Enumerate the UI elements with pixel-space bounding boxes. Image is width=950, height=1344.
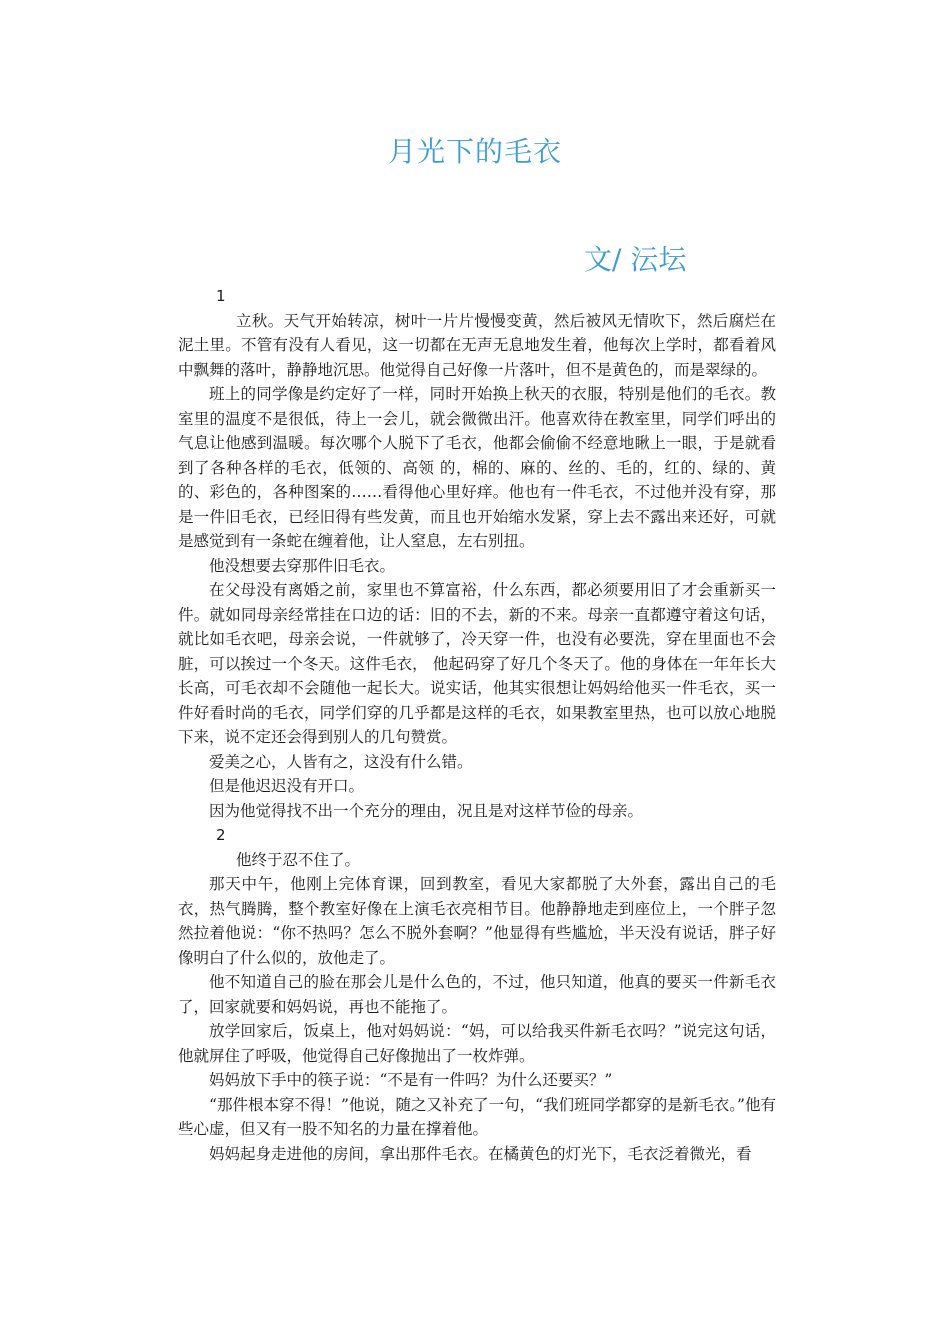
section-number: 1 bbox=[216, 287, 226, 305]
paragraph: 他不知道自己的脸在那会儿是什么色的，不过，他只知道，他真的要买一件新毛衣了，回家就要和妈妈说，再也不能拖了。 bbox=[178, 973, 776, 1016]
paragraph: 放学回家后，饭桌上，他对妈妈说：“妈，可以给我买件新毛衣吗？”说完这句话，他就屏住了呼吸，他觉得自己好像抛出了一枚炸弹。 bbox=[178, 1022, 776, 1065]
paragraph: 但是他迟迟没有开口。 bbox=[209, 777, 365, 795]
paragraph: 他没想要去穿那件旧毛衣。 bbox=[209, 556, 396, 575]
document-title: 月光下的毛衣 bbox=[387, 135, 562, 168]
paragraph: 妈妈起身走进他的房间，拿出那件毛衣。在橘黄色的灯光下，毛衣泛着微光，看 bbox=[209, 1144, 752, 1163]
paragraph: 立秋。天气开始转凉，树叶一片片慢慢变黄，然后被风无情吹下，然后腐烂在泥土里。不管有没有人看见，这一切都在无声无息地发生着，他每次上学时，都看着风中飘舞的落叶，静静地沉思。他觉得自己好像一片落叶，但不是黄色的，而是翠绿的。 bbox=[178, 311, 776, 379]
paragraph: 在父母没有离婚之前，家里也不算富裕，什么东西，都必须要用旧了才会重新买一件。就如同母亲经常挂在口边的话：旧的不去，新的不来。母亲一直都遵守着这句话，就比如毛衣吧，母亲会说，一件就够了，冷天穿一件，也没有必要洗，穿在里面也不会脏，可以挨过一个冬天。这件毛衣， 他起码穿了好几个冬天了。他的身体在一年年长大长高，可毛衣却不会随他一起长大。说实话，他其实很想让妈妈给他买一件毛衣，买一件好看时尚的毛衣，同学们穿的几乎都是这样的毛衣，如果教室里热，也可以放心地脱下来，说不定还会得到别人的几句赞赏。 bbox=[178, 581, 776, 746]
paragraph: 因为他觉得找不出一个充分的理由，况且是对这样节俭的母亲。 bbox=[209, 801, 644, 820]
document-body bbox=[178, 284, 776, 1166]
paragraph: “那件根本穿不得！”他说，随之又补充了一句，“我们班同学都穿的是新毛衣。”他有些心虚，但又有一股不知名的力量在撑着他。 bbox=[178, 1095, 776, 1138]
paragraph: 妈妈放下手中的筷子说：“不是有一件吗？为什么还要买？” bbox=[209, 1071, 613, 1089]
paragraph: 他终于忍不住了。 bbox=[236, 850, 361, 869]
paragraph: 班上的同学像是约定好了一样，同时开始换上秋天的衣服，特别是他们的毛衣。教室里的温度不是很低，待上一会儿，就会微微出汗。他喜欢待在教室里，同学们呼出的气息让他感到温暖。每次哪个人脱下了毛衣，他都会偷偷不经意地瞅上一眼，于是就看到了各种各样的毛衣，低领的、高领 的，棉的、麻的、丝的、毛的，红的、绿的、黄的、彩色的，各种图案的……看得他心里好痒。他也有一件毛衣，不过他并没有穿，那是一件旧毛衣，已经旧得有些发黄，而且也开始缩水发紧，穿上去不露出来还好，可就是感觉到有一条蛇在缠着他，让人窒息，左右别扭。 bbox=[178, 385, 776, 550]
paragraph: 那天中午，他刚上完体育课，回到教室，看见大家都脱了大外套，露出自己的毛衣，热气腾腾，整个教室好像在上演毛衣亮相节目。他静静地走到座位上，一个胖子忽然拉着他说：“你不热吗？怎么不脱外套啊？”他显得有些尴尬，半天没有说话，胖子好像明白了什么似的，放他走了。 bbox=[178, 875, 776, 967]
section-number: 2 bbox=[216, 826, 226, 844]
author-byline: 文/ 沄坛 bbox=[584, 243, 687, 276]
paragraph: 爱美之心，人皆有之，这没有什么错。 bbox=[209, 752, 473, 771]
